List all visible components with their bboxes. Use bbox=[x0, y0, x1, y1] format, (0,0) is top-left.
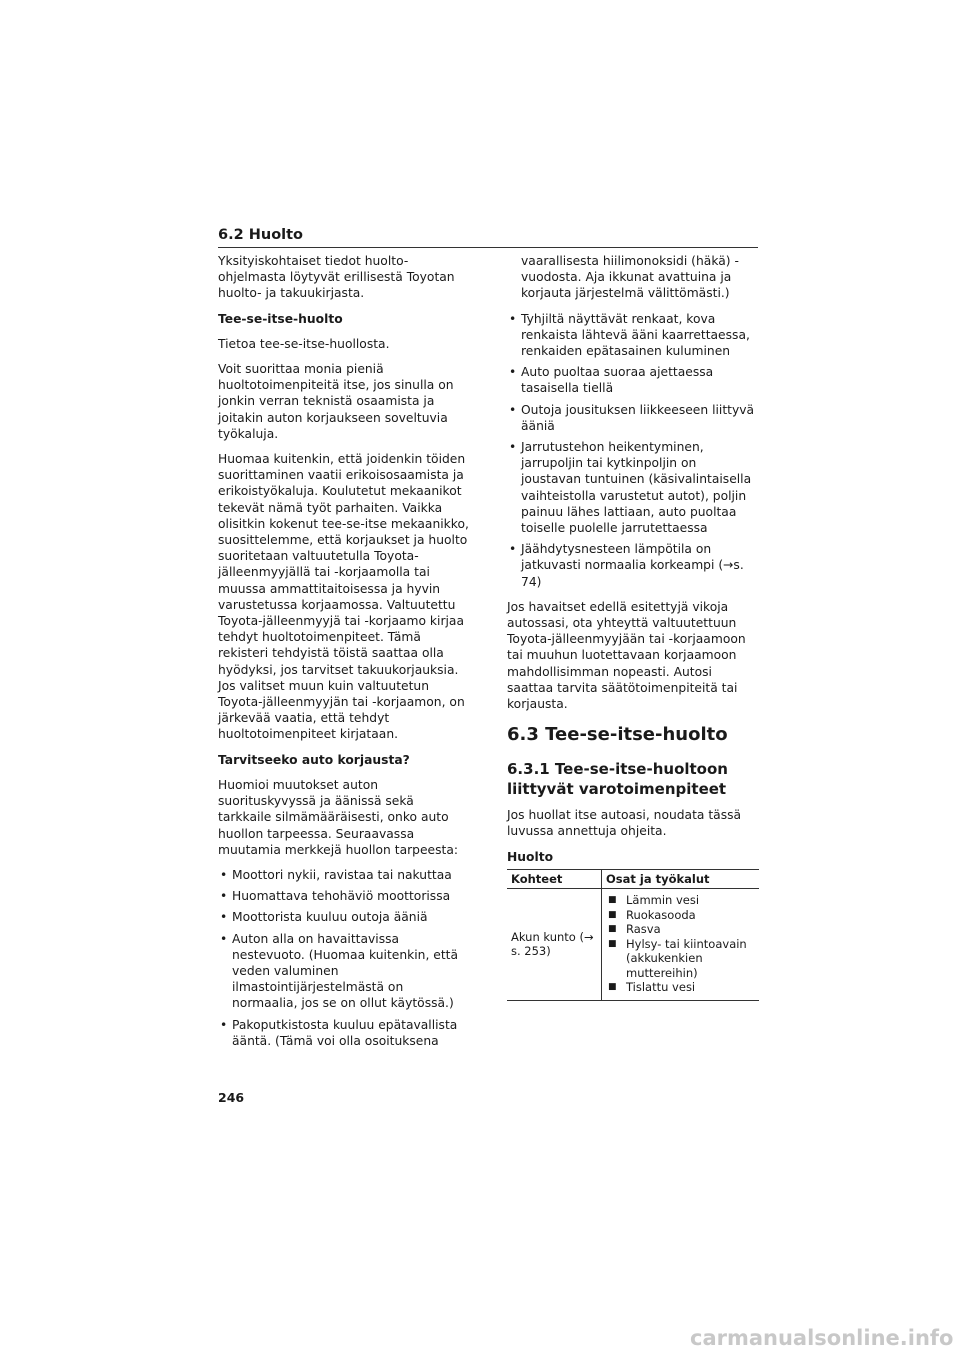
list-item: • Auto puoltaa suoraa ajettaessa tasaisella tiellä bbox=[507, 364, 759, 396]
list-item: ■ Rasva bbox=[606, 922, 755, 937]
signs-paragraph: Huomioi muutokset auton suorituskyvyssä ja äänissä sekä tarkkaile silmämääräisesti, onko auto huollon tarpeessa. Seuraavassa muutamia merkkejä huollon tarpeesta: bbox=[218, 777, 459, 857]
list-item: • Moottori nykii, ravistaa tai nakuttaa bbox=[218, 867, 470, 883]
column-header: Kohteet bbox=[507, 869, 602, 889]
list-item: ■ Ruokasooda bbox=[606, 908, 755, 923]
list-item: • Jarrutustehon heikentyminen, jarrupoljin tai kytkinpoljin on joustavan tuntuinen (käsivalintaisella vaihteistolla varustetut autot), poljin painuu lähes lattiaan, auto puoltaa toiselle puolelle jarrutettaessa bbox=[507, 439, 759, 536]
list-item: ■ Lämmin vesi bbox=[606, 893, 755, 908]
section-title: 6.2 Huolto bbox=[218, 227, 304, 243]
chapter-heading: 6.3 Tee-se-itse-huolto bbox=[507, 724, 728, 746]
intro-paragraph: Yksityiskohtaiset tiedot huolto-ohjelmasta löytyvät erillisestä Toyotan huolto- ja takuukirjasta. bbox=[218, 254, 455, 301]
diy-intro: Tietoa tee-se-itse-huollosta. bbox=[218, 336, 390, 351]
notice-paragraph: Huomaa kuitenkin, että joidenkin töiden suorittaminen vaatii erikoisosaamista ja erikoistyökaluja. Koulutetut mekaanikot tekevät nämä työt parhaiten. Vaikka olisitkin kokenut tee-se-itse mekaanikko, suosittelemme, että korjaukset ja huolto suoritetaan valtuutetulla Toyota-jälleenmyyjällä tai -korjaamolla tai muussa ammattitaitoisessa ja hyvin varustetussa korjaamossa. Valtuutettu Toyota-jälleenmyyjä tai -korjaamo kirjaa tehdyt huoltotoimenpiteet. Tämä rekisteri tehdyistä töistä saattaa olla hyödyksi, jos tarvitset takuukorjauksia. Jos valitset muun kuin valtuutetun Toyota-jälleenmyyjän tai -korjaamon, on järkevää vaatia, että tehdyt huoltotoimenpiteet kirjataan. bbox=[218, 452, 469, 742]
repair-heading: Tarvitseeko auto korjausta? bbox=[218, 752, 410, 767]
list-item: ■ Hylsy- tai kiintoavain (akkukenkien muttereihin) bbox=[606, 937, 755, 981]
symptom-list bbox=[218, 867, 470, 1049]
list-item: • Jäähdytysnesteen lämpötila on jatkuvasti normaalia korkeampi (→s. 74) bbox=[507, 541, 759, 590]
table-row bbox=[507, 889, 759, 1001]
right-column bbox=[507, 253, 759, 1001]
page-number: 246 bbox=[218, 1090, 245, 1105]
list-item: • Moottorista kuuluu outoja ääniä bbox=[218, 909, 470, 925]
watermark: carmanualsonline.info bbox=[690, 1326, 954, 1350]
table-cell-item: Akun kunto (→ s. 253) bbox=[507, 889, 602, 1001]
symptom-list-2 bbox=[507, 311, 759, 590]
symptom-list-continued bbox=[507, 253, 759, 302]
contact-paragraph: Jos havaitset edellä esitettyjä vikoja autossasi, ota yhteyttä valtuutettuun Toyota-jälleenmyyjään tai -korjaamoon tai muuhun luotettavaan korjaamoon mahdollisimman nopeasti. Autosi saattaa tarvita säätötoimenpiteitä tai korjausta. bbox=[507, 599, 746, 712]
column-header: Osat ja työkalut bbox=[602, 869, 760, 889]
maintenance-heading: Huolto bbox=[507, 849, 554, 864]
maintenance-table bbox=[507, 869, 759, 1001]
list-item: • Huomattava tehohäviö moottorissa bbox=[218, 888, 470, 904]
section-header bbox=[218, 224, 758, 248]
list-item: vaarallisesta hiilimonoksidi (häkä) -vuodosta. Aja ikkunat avattuina ja korjauta järjestelmä välittömästi.) bbox=[521, 254, 739, 301]
list-item: • Outoja jousituksen liikkeeseen liittyvä ääniä bbox=[507, 402, 759, 434]
list-item: • Auton alla on havaittavissa nestevuoto. (Huomaa kuitenkin, että veden valuminen ilmastointijärjestelmästä on normaalia, jos se on ollut käytössä.) bbox=[218, 931, 470, 1012]
table-cell-tools bbox=[602, 889, 760, 1001]
instruction-paragraph: Jos huollat itse autoasi, noudata tässä luvussa annettuja ohjeita. bbox=[507, 808, 742, 839]
list-item: • Pakoputkistosta kuuluu epätavallista ääntä. (Tämä voi olla osoituksena bbox=[218, 1017, 470, 1049]
diy-paragraph: Voit suorittaa monia pieniä huoltotoimenpiteitä itse, jos sinulla on jonkin verran teknistä osaamista ja joitakin auton korjaukseen soveltuvia työkaluja. bbox=[218, 362, 454, 441]
diy-heading: Tee-se-itse-huolto bbox=[218, 311, 343, 326]
left-column bbox=[218, 253, 470, 1058]
table-header-row bbox=[507, 869, 759, 889]
tool-list bbox=[606, 893, 755, 995]
list-item: • Tyhjiltä näyttävät renkaat, kova renkaista lähtevä ääni kaarrettaessa, renkaiden epätasainen kuluminen bbox=[507, 311, 759, 360]
subchapter-heading: 6.3.1 Tee-se-itse-huoltoon liittyvät varotoimenpiteet bbox=[507, 760, 728, 798]
list-item: ■ Tislattu vesi bbox=[606, 980, 755, 995]
